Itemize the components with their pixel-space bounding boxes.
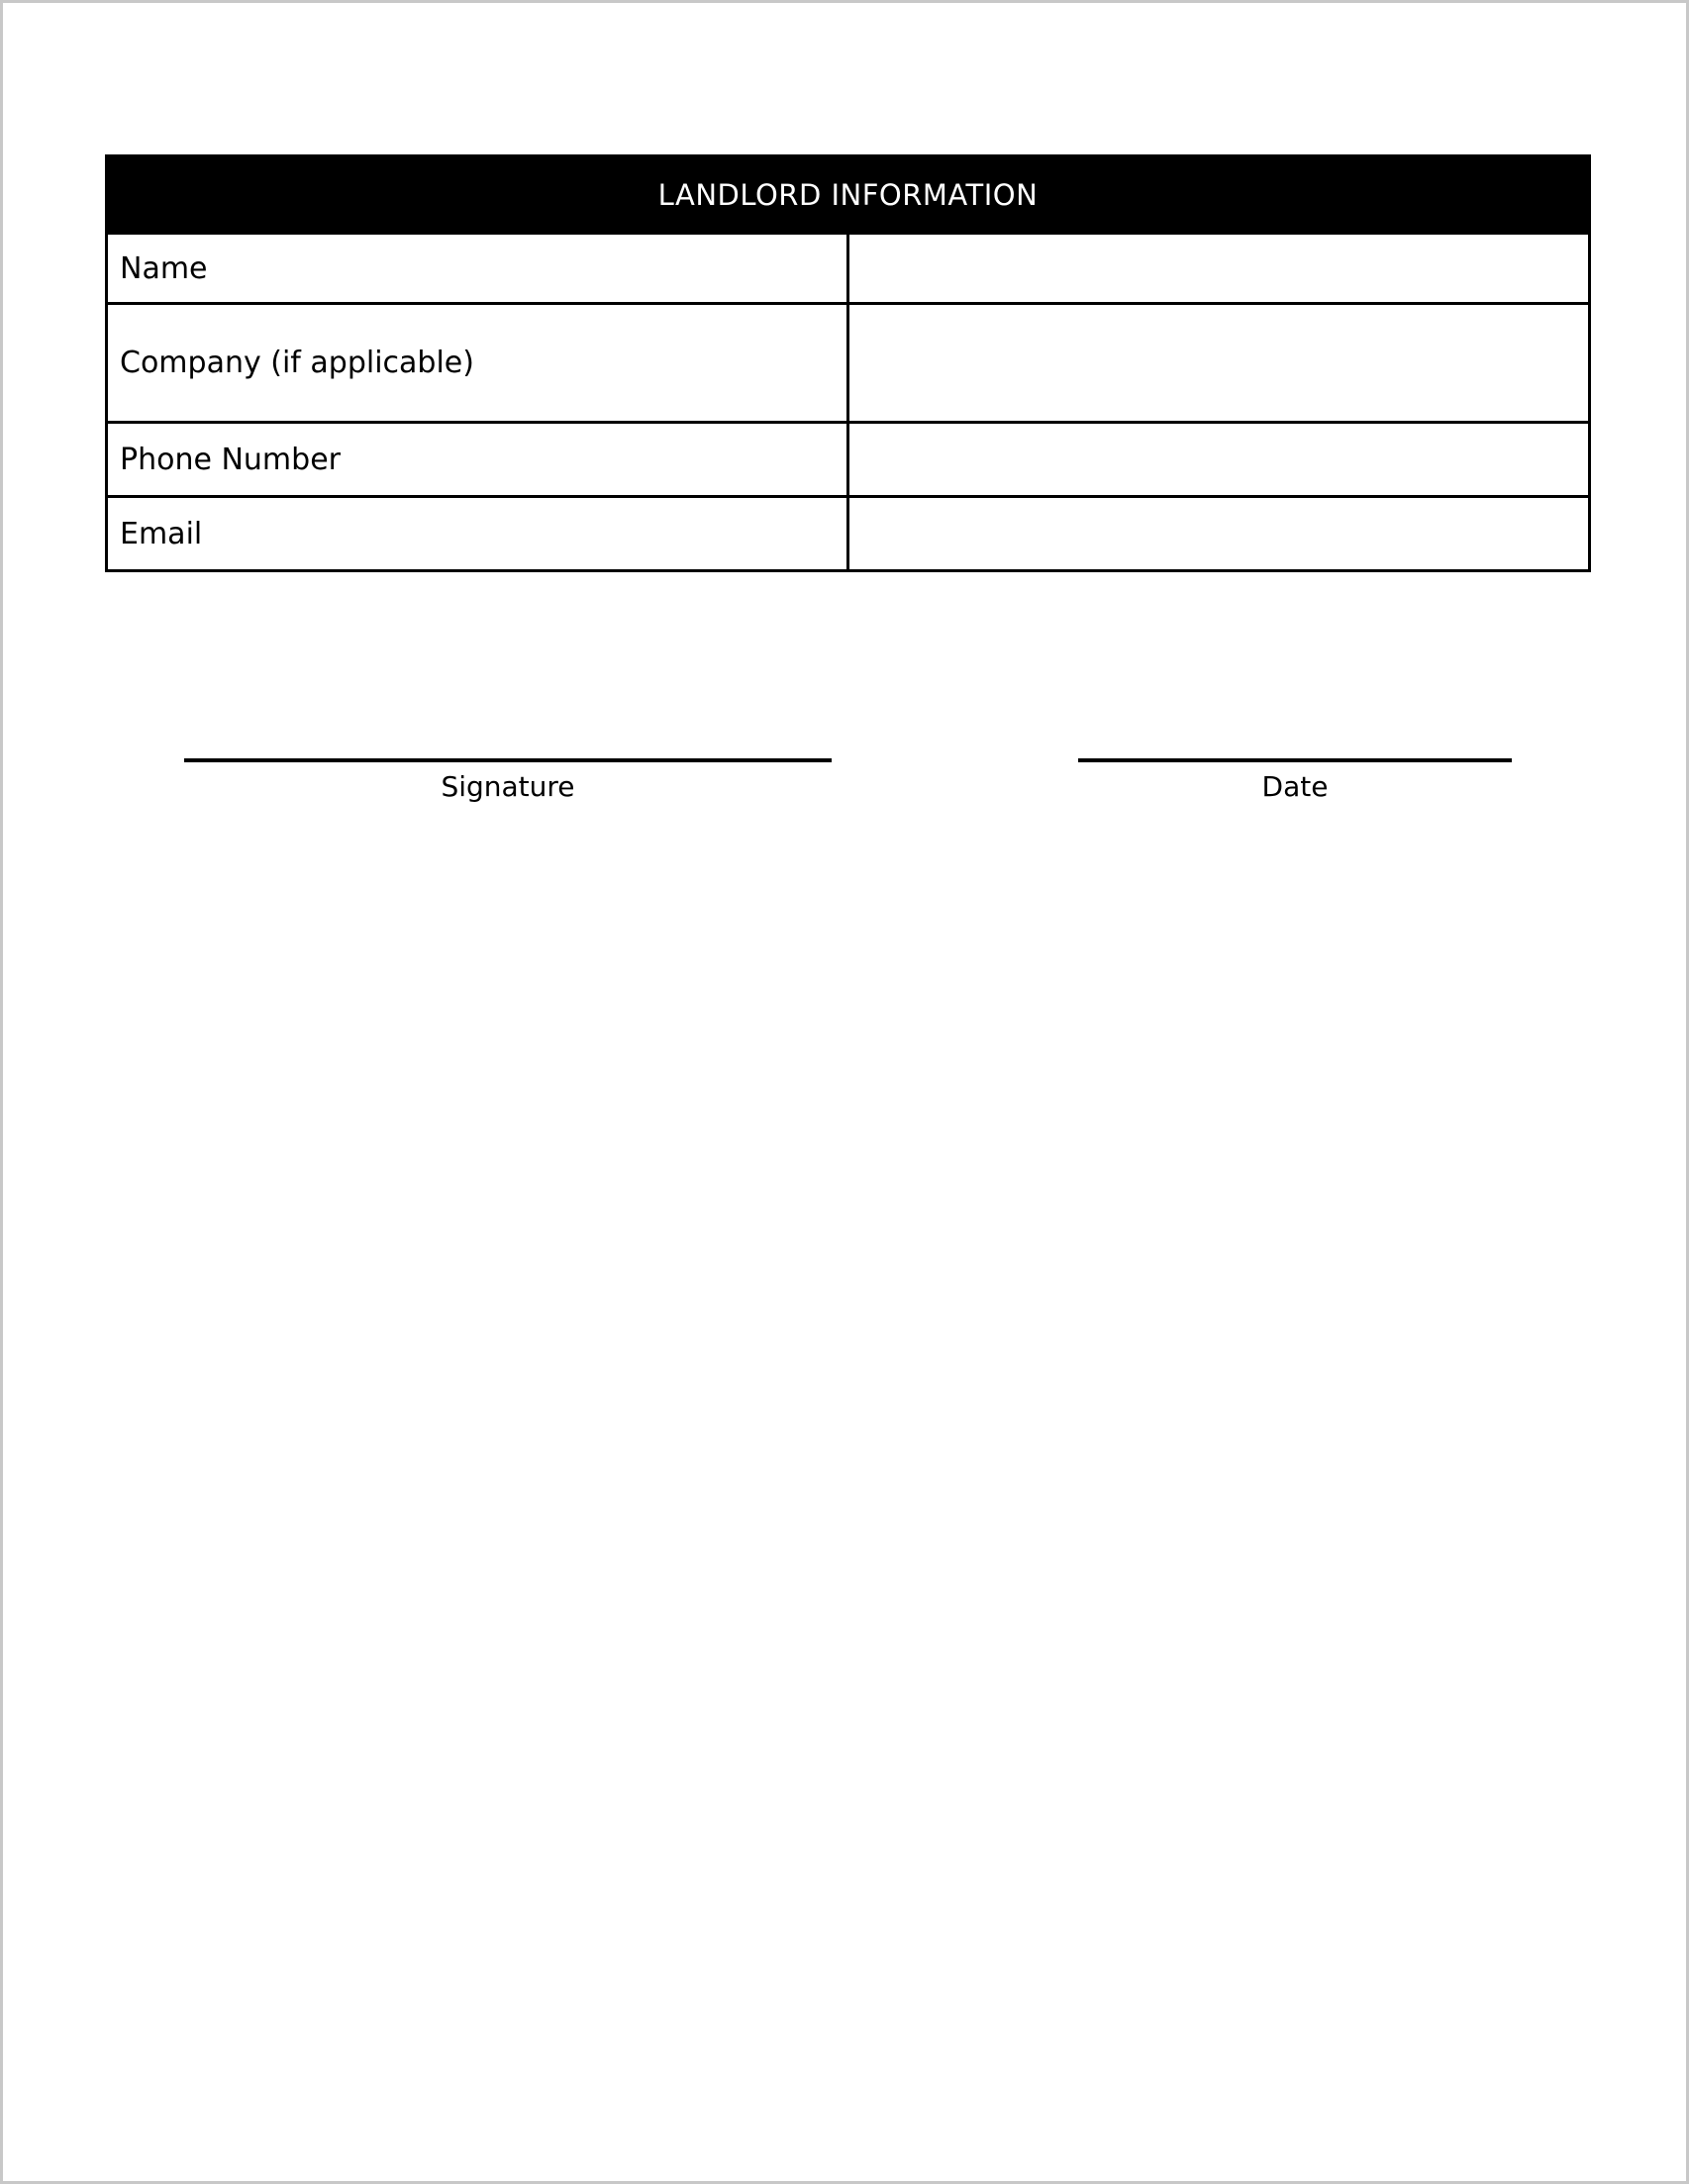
email-label: Email <box>107 497 848 571</box>
phone-number-label: Phone Number <box>107 423 848 497</box>
company-field[interactable] <box>848 304 1590 423</box>
landlord-information-table <box>105 154 1591 572</box>
table-row-phone <box>107 423 1590 497</box>
table-row-email <box>107 497 1590 571</box>
email-field[interactable] <box>848 497 1590 571</box>
signature-label: Signature <box>441 770 575 803</box>
table-row-company <box>107 304 1590 423</box>
date-label: Date <box>1261 770 1329 803</box>
table-row-name <box>107 234 1590 304</box>
date-line[interactable] <box>1078 758 1512 762</box>
name-label: Name <box>107 234 848 304</box>
signature-line[interactable] <box>184 758 832 762</box>
table-title: LANDLORD INFORMATION <box>107 156 1590 234</box>
company-label: Company (if applicable) <box>107 304 848 423</box>
phone-number-field[interactable] <box>848 423 1590 497</box>
name-field[interactable] <box>848 234 1590 304</box>
table-header-row <box>107 156 1590 234</box>
